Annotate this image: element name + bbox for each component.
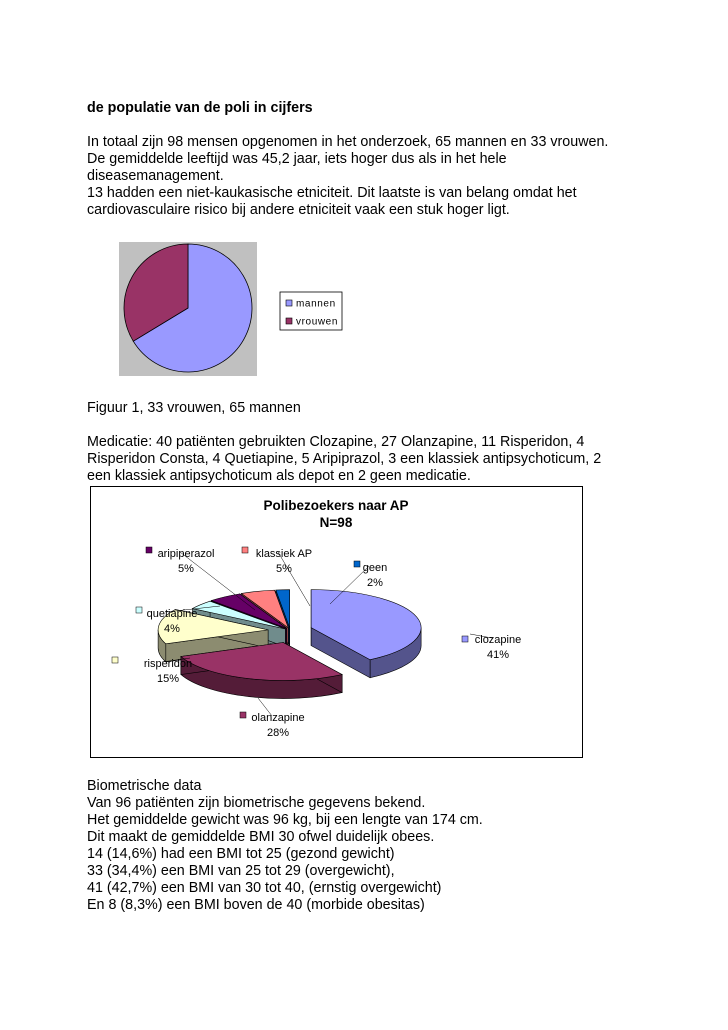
legend-label-vrouwen: vrouwen [296,316,338,328]
value-label-clozapine: 41% [486,649,510,661]
figure-caption: Figuur 1, 33 vrouwen, 65 mannen [87,400,301,416]
intro-line: De gemiddelde leeftijd was 45,2 jaar, iets hoger dus als in het hele [87,151,507,167]
intro-line: cardiovasculaire risico bij andere etniciteit vaak een stuk hoger ligt. [87,202,510,218]
label-swatch-olanzapine [240,712,246,718]
label-swatch-aripiperazol [146,547,152,553]
label-swatch-geen [354,561,360,567]
chart-subtitle: N=98 [319,515,353,530]
value-label-quetiapine: 4% [164,623,180,635]
biometric-line: 14 (14,6%) had een BMI tot 25 (gezond gewicht) [87,846,395,862]
legend-label-mannen: mannen [296,298,336,310]
label-swatch-risperidon [112,657,118,663]
label-swatch-clozapine [462,636,468,642]
category-label-geen: geen [362,562,388,574]
legend-swatch-vrouwen [286,318,292,324]
category-label-quetiapine: quetiapine [146,608,198,620]
heading: de populatie van de poli in cijfers [87,100,313,116]
value-label-klassiek-ap: 5% [276,563,292,575]
biometric-line: Dit maakt de gemiddelde BMI 30 ofwel duidelijk obees. [87,829,435,845]
medication-line: Medicatie: 40 patiënten gebruikten Clozapine, 27 Olanzapine, 11 Risperidon, 4 [87,434,585,450]
medication-line: een klassiek antipsychoticum als depot en 2 geen medicatie. [87,468,471,484]
ap-pie-chart [90,486,583,758]
intro-line: In totaal zijn 98 mensen opgenomen in het onderzoek, 65 mannen en 33 vrouwen. [87,134,609,150]
category-label-klassiek-ap: klassiek AP [255,548,313,560]
label-swatch-quetiapine [136,607,142,613]
category-label-olanzapine: olanzapine [251,712,305,724]
biometric-line: 41 (42,7%) een BMI van 30 tot 40, (ernstig overgewicht) [87,880,442,896]
category-label-risperidon: risperidon [143,658,193,670]
chart-title: Polibezoekers naar AP [263,498,409,513]
biometric-line: En 8 (8,3%) een BMI boven de 40 (morbide obesitas) [87,897,425,913]
label-swatch-klassiek-ap [242,547,248,553]
value-label-olanzapine: 28% [266,727,290,739]
value-label-risperidon: 15% [156,673,180,685]
intro-line: diseasemanagement. [87,168,224,184]
category-label-aripiperazol: aripiperazol [157,548,215,560]
biometric-line: Biometrische data [87,778,202,794]
intro-line: 13 hadden een niet-kaukasische etniciteit. Dit laatste is van belang omdat het [87,185,577,201]
biometric-line: Van 96 patiënten zijn biometrische gegevens bekend. [87,795,426,811]
biometric-line: 33 (34,4%) een BMI van 25 tot 29 (overgewicht), [87,863,395,879]
value-label-geen: 2% [367,577,383,589]
category-label-clozapine: clozapine [474,634,522,646]
biometric-line: Het gemiddelde gewicht was 96 kg, bij een lengte van 174 cm. [87,812,483,828]
medication-line: Risperidon Consta, 4 Quetiapine, 5 Aripiprazol, 3 een klassiek antipsychoticum, 2 [87,451,602,467]
gender-pie-chart [110,236,350,376]
legend-swatch-mannen [286,300,292,306]
value-label-aripiperazol: 5% [178,563,194,575]
